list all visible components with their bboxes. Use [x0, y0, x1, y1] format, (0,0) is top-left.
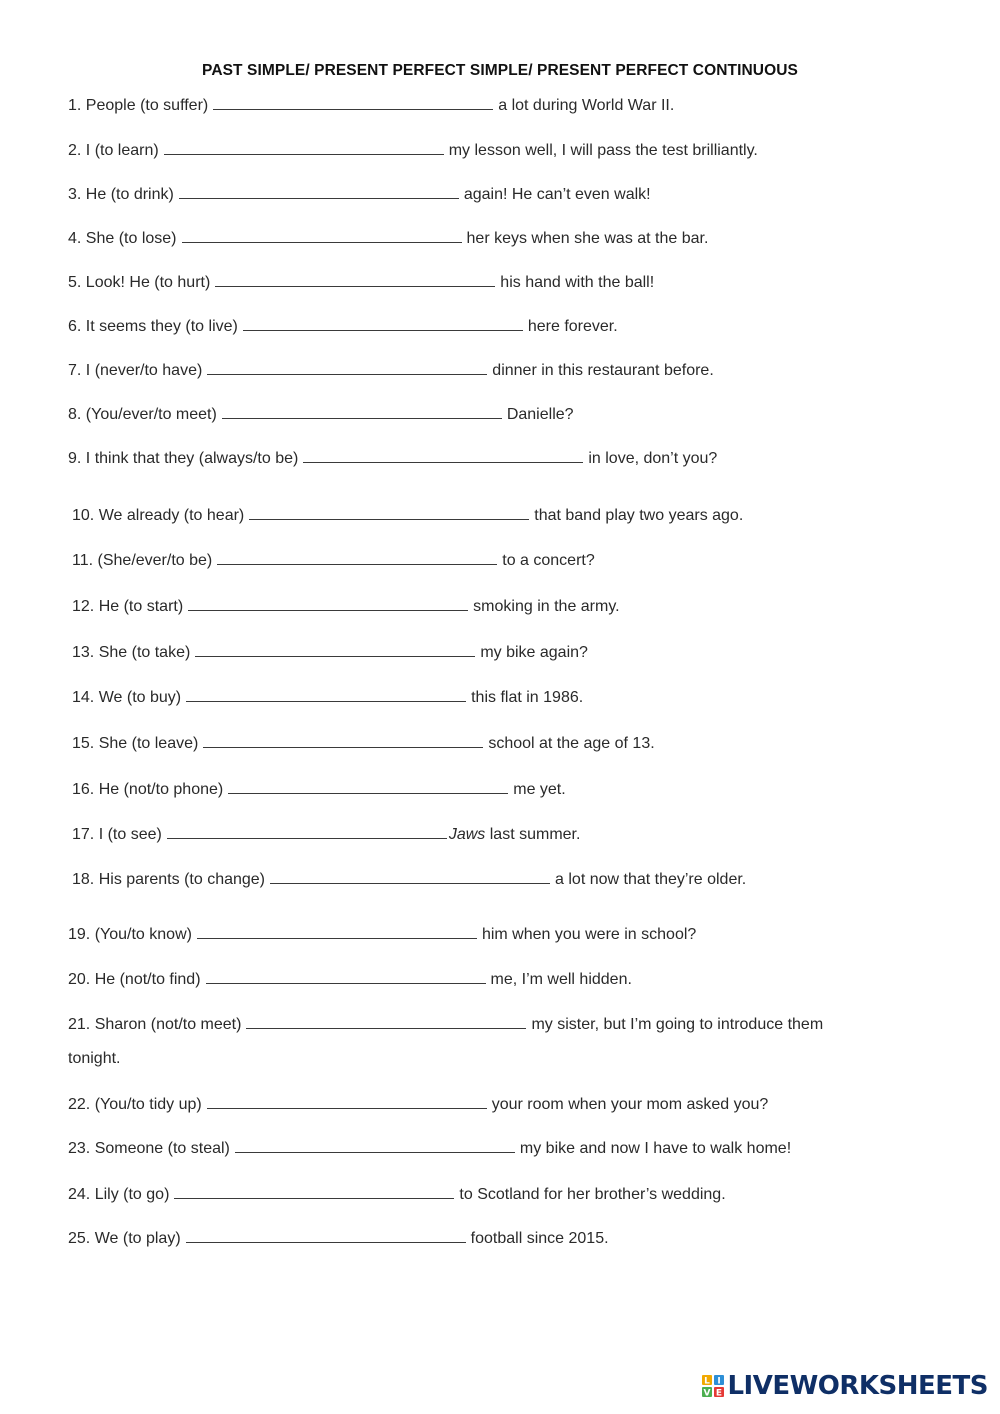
- exercise-completion: my bike and now I have to walk home!: [519, 1140, 792, 1157]
- exercise-item: [68, 1228, 609, 1249]
- answer-blank[interactable]: [215, 272, 495, 287]
- exercise-item: [72, 687, 583, 708]
- exercise-number: 3.: [68, 186, 82, 203]
- exercise-item: [72, 505, 743, 526]
- exercise-completion: football since 2015.: [470, 1230, 609, 1247]
- liveworksheets-logo-text: LIVEWORKSHEETS: [727, 1371, 988, 1401]
- answer-blank[interactable]: [195, 642, 475, 657]
- exercise-item: [68, 272, 654, 293]
- answer-blank[interactable]: [243, 316, 523, 331]
- exercise-number: 8.: [68, 406, 82, 423]
- exercise-completion: here forever.: [527, 318, 618, 335]
- exercise-prompt: She (to take): [98, 644, 191, 661]
- exercise-item: [68, 1094, 768, 1115]
- exercise-completion: my lesson well, I will pass the test brilliantly.: [448, 142, 758, 159]
- exercise-completion: me yet.: [513, 781, 566, 798]
- exercise-completion: his hand with the ball!: [500, 274, 655, 291]
- exercise-completion: school at the age of 13.: [488, 735, 655, 752]
- svg-text:E: E: [716, 1388, 723, 1399]
- exercise-number: 13.: [72, 644, 95, 661]
- page-title: PAST SIMPLE/ PRESENT PERFECT SIMPLE/ PRESENT PERFECT CONTINUOUS: [202, 62, 798, 79]
- answer-blank[interactable]: [270, 869, 550, 884]
- exercise-completion: me, I’m well hidden.: [490, 971, 632, 988]
- exercise-prompt: (You/to know): [94, 926, 192, 943]
- exercise-number: 21.: [68, 1016, 91, 1033]
- exercise-title-italic: Jaws: [448, 826, 486, 843]
- svg-text:V: V: [703, 1388, 711, 1399]
- exercise-number: 24.: [68, 1186, 91, 1203]
- answer-blank[interactable]: [207, 1094, 487, 1109]
- exercise-prompt: His parents (to change): [98, 871, 266, 888]
- answer-blank[interactable]: [206, 969, 486, 984]
- exercise-number: 4.: [68, 230, 82, 247]
- answer-blank[interactable]: [228, 779, 508, 794]
- exercise-item: [68, 404, 574, 425]
- answer-blank[interactable]: [207, 360, 487, 375]
- exercise-number: 14.: [72, 689, 95, 706]
- exercise-item: [68, 1014, 823, 1035]
- exercise-prompt: He (to start): [98, 598, 184, 615]
- exercise-prompt: We (to buy): [98, 689, 182, 706]
- exercise-completion: to a concert?: [502, 552, 595, 569]
- exercise-item: [68, 924, 696, 945]
- exercise-completion: that band play two years ago.: [534, 507, 744, 524]
- answer-blank[interactable]: [174, 1184, 454, 1199]
- exercise-number: 7.: [68, 362, 82, 379]
- exercise-item: [72, 824, 580, 845]
- exercise-number: 22.: [68, 1096, 91, 1113]
- exercise-completion: a lot during World War II.: [498, 97, 675, 114]
- exercise-completion: Danielle?: [506, 406, 574, 423]
- answer-blank[interactable]: [213, 95, 493, 110]
- answer-blank[interactable]: [222, 404, 502, 419]
- exercise-completion: dinner in this restaurant before.: [492, 362, 714, 379]
- exercise-completion: again! He can’t even walk!: [463, 186, 651, 203]
- exercise-prompt: She (to lose): [85, 230, 177, 247]
- exercise-item: [72, 733, 655, 754]
- answer-blank[interactable]: [217, 550, 497, 565]
- exercise-item: [68, 95, 674, 116]
- exercise-number: 1.: [68, 97, 82, 114]
- exercise-item: [72, 550, 595, 571]
- exercise-prompt: People (to suffer): [85, 97, 209, 114]
- exercise-completion: your room when your mom asked you?: [491, 1096, 769, 1113]
- exercise-number: 20.: [68, 971, 91, 988]
- liveworksheets-logo-icon: [701, 1373, 725, 1399]
- exercise-completion: in love, don’t you?: [588, 450, 718, 467]
- answer-blank[interactable]: [235, 1138, 515, 1153]
- exercise-prompt: (You/ever/to meet): [85, 406, 217, 423]
- exercise-prompt: She (to leave): [98, 735, 199, 752]
- answer-blank[interactable]: [188, 596, 468, 611]
- answer-blank[interactable]: [246, 1014, 526, 1029]
- exercise-prompt: I (to learn): [85, 142, 159, 159]
- exercise-completion: smoking in the army.: [473, 598, 620, 615]
- svg-text:I: I: [717, 1376, 722, 1387]
- exercise-completion: this flat in 1986.: [471, 689, 584, 706]
- exercise-completion: to Scotland for her brother’s wedding.: [459, 1186, 726, 1203]
- exercise-item: [68, 228, 708, 249]
- exercise-number: 9.: [68, 450, 82, 467]
- exercise-number: 6.: [68, 318, 82, 335]
- exercise-number: 12.: [72, 598, 95, 615]
- exercise-prompt: He (to drink): [85, 186, 174, 203]
- answer-blank[interactable]: [203, 733, 483, 748]
- exercise-continuation: tonight.: [68, 1050, 121, 1067]
- exercise-number: 15.: [72, 735, 95, 752]
- exercise-number: 25.: [68, 1230, 91, 1247]
- exercise-item: [72, 779, 566, 800]
- answer-blank[interactable]: [197, 924, 477, 939]
- answer-blank[interactable]: [249, 505, 529, 520]
- exercise-completion: him when you were in school?: [481, 926, 697, 943]
- answer-blank[interactable]: [303, 448, 583, 463]
- exercise-prompt: I think that they (always/to be): [85, 450, 299, 467]
- exercise-completion: my bike again?: [480, 644, 588, 661]
- liveworksheets-logo: [701, 1368, 988, 1404]
- exercise-number: 11.: [72, 552, 94, 569]
- exercise-number: 10.: [72, 507, 95, 524]
- exercise-number: 2.: [68, 142, 82, 159]
- answer-blank[interactable]: [164, 140, 444, 155]
- exercise-item: [72, 869, 746, 890]
- answer-blank[interactable]: [167, 824, 447, 839]
- exercise-prompt: Lily (to go): [94, 1186, 170, 1203]
- exercise-prompt: It seems they (to live): [85, 318, 238, 335]
- exercise-number: 18.: [72, 871, 95, 888]
- exercise-prompt: He (not/to phone): [98, 781, 224, 798]
- exercise-completion: her keys when she was at the bar.: [466, 230, 709, 247]
- exercise-completion: a lot now that they’re older.: [555, 871, 747, 888]
- exercise-number: 16.: [72, 781, 95, 798]
- exercise-item: [68, 184, 651, 205]
- exercise-item: [72, 596, 620, 617]
- exercise-number: 17.: [72, 826, 95, 843]
- exercise-prompt: I (to see): [98, 826, 162, 843]
- exercise-prompt: We (to play): [94, 1230, 181, 1247]
- exercise-item: [68, 1138, 791, 1159]
- exercise-number: 5.: [68, 274, 82, 291]
- exercise-prompt: We already (to hear): [98, 507, 245, 524]
- exercise-item: [68, 140, 758, 161]
- exercise-item: [68, 316, 618, 337]
- svg-text:L: L: [704, 1376, 711, 1387]
- answer-blank[interactable]: [186, 1228, 466, 1243]
- exercise-prompt: (She/ever/to be): [97, 552, 213, 569]
- exercise-completion: my sister, but I’m going to introduce them: [531, 1016, 824, 1033]
- answer-blank[interactable]: [182, 228, 462, 243]
- exercise-number: 23.: [68, 1140, 91, 1157]
- answer-blank[interactable]: [179, 184, 459, 199]
- exercise-item: [68, 448, 717, 469]
- exercise-prompt: He (not/to find): [94, 971, 201, 988]
- exercise-completion: last summer.: [489, 826, 581, 843]
- exercise-number: 19.: [68, 926, 91, 943]
- answer-blank[interactable]: [186, 687, 466, 702]
- exercise-item: [68, 969, 632, 990]
- exercise-prompt: Look! He (to hurt): [85, 274, 211, 291]
- exercise-prompt: Sharon (not/to meet): [94, 1016, 242, 1033]
- exercise-item: [68, 1184, 726, 1205]
- exercise-item: [68, 360, 714, 381]
- exercise-item: [72, 642, 588, 663]
- exercise-prompt: I (never/to have): [85, 362, 203, 379]
- exercise-prompt: Someone (to steal): [94, 1140, 230, 1157]
- exercise-prompt: (You/to tidy up): [94, 1096, 202, 1113]
